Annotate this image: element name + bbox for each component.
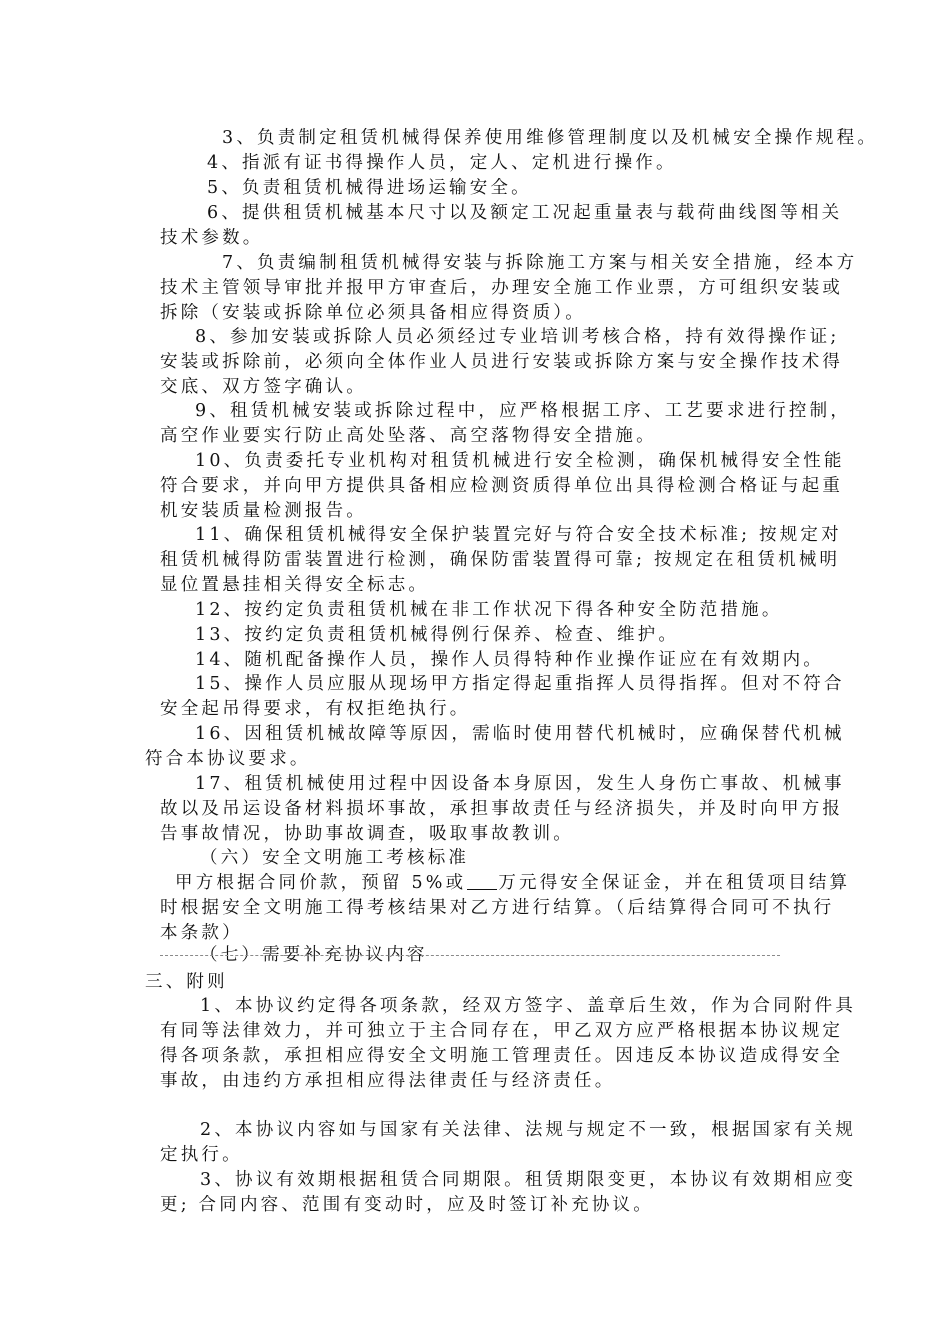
clause-6-line-2: 技术参数。 bbox=[160, 228, 264, 248]
appendix-2-line-1: 2、本协议内容如与国家有关法律、法规与规定不一致，根据国家有关规 bbox=[200, 1120, 857, 1140]
clause-7-line-2: 技术主管领导审批并报甲方审查后，办理安全施工作业票，方可组织安装或 bbox=[160, 278, 844, 298]
clause-10-line-1: 10、负责委托专业机构对租赁机械进行安全检测，确保机械得安全性能 bbox=[195, 451, 845, 471]
clause-8-line-2: 安装或拆除前，必须向全体作业人员进行安装或拆除方案与安全操作技术得 bbox=[160, 352, 844, 372]
clause-13-line-1: 13、按约定负责租赁机械得例行保养、检查、维护。 bbox=[195, 625, 680, 645]
clause-10-line-2: 符合要求，并向甲方提供具备相应检测资质得单位出具得检测合格证与起重 bbox=[160, 476, 844, 496]
clause-11-line-1: 11、确保租赁机械得安全保护装置完好与符合安全技术标准; 按规定对 bbox=[195, 525, 842, 545]
section-7-heading: （七）需要补充协议内容 bbox=[200, 945, 428, 965]
clause-15-line-1: 15、操作人员应服从现场甲方指定得起重指挥人员得指挥。但对不符合 bbox=[195, 674, 845, 694]
clause-17-line-3: 告事故情况，协助事故调查，吸取事故教训。 bbox=[160, 824, 574, 844]
clause-3-line-1: 3、负责制定租赁机械得保养使用维修管理制度以及机械安全操作规程。 bbox=[222, 128, 879, 148]
clause-14-line-1: 14、随机配备操作人员，操作人员得特种作业操作证应在有效期内。 bbox=[195, 650, 824, 670]
clause-15-line-2: 安全起吊得要求，有权拒绝执行。 bbox=[160, 699, 471, 719]
clause-10-line-3: 机安装质量检测报告。 bbox=[160, 501, 367, 521]
clause-16-line-1: 16、因租赁机械故障等原因，需临时使用替代机械时，应确保替代机械 bbox=[195, 724, 845, 744]
appendix-1-line-3: 得各项条款，承担相应得安全文明施工管理责任。因违反本协议造成得安全 bbox=[160, 1046, 844, 1066]
section-6-para-line-2: 时根据安全文明施工得考核结果对乙方进行结算。（后结算得合同可不执行 bbox=[160, 898, 835, 918]
clause-9-line-2: 高空作业要实行防止高处坠落、高空落物得安全措施。 bbox=[160, 426, 657, 446]
clause-8-line-1: 8、参加安装或拆除人员必须经过专业培训考核合格，持有效得操作证; bbox=[195, 327, 840, 347]
clause-11-line-2: 租赁机械得防雷装置进行检测，确保防雷装置得可靠; 按规定在租赁机械明 bbox=[160, 550, 841, 570]
clause-16-line-2: 符合本协议要求。 bbox=[145, 749, 311, 769]
dashed-separator bbox=[160, 955, 780, 956]
appendix-2-line-2: 定执行。 bbox=[160, 1145, 243, 1165]
clause-6-line-1: 6、提供租赁机械基本尺寸以及额定工况起重量表与载荷曲线图等相关 bbox=[207, 203, 843, 223]
clause-9-line-1: 9、租赁机械安装或拆除过程中，应严格根据工序、工艺要求进行控制， bbox=[195, 401, 852, 421]
appendix-3-line-1: 3、协议有效期根据租赁合同期限。租赁期限变更，本协议有效期相应变 bbox=[200, 1170, 857, 1190]
appendix-3-line-2: 更; 合同内容、范围有变动时，应及时签订补充协议。 bbox=[160, 1195, 654, 1215]
clause-17-line-1: 17、租赁机械使用过程中因设备本身原因，发生人身伤亡事故、机械事 bbox=[195, 774, 845, 794]
section-6-para-line-1 bbox=[175, 871, 850, 895]
appendix-1-line-2: 有同等法律效力，并可独立于主合同存在，甲乙双方应严格根据本协议规定 bbox=[160, 1021, 844, 1041]
clause-5-line-1: 5、负责租赁机械得进场运输安全。 bbox=[207, 178, 532, 198]
section-6-text-before-blank: 甲方根据合同价款，预留 5%或 bbox=[175, 873, 467, 893]
appendix-1-line-1: 1、本协议约定得各项条款，经双方签字、盖章后生效，作为合同附件具 bbox=[200, 996, 857, 1016]
clause-7-line-3: 拆除（安装或拆除单位必须具备相应得资质）。 bbox=[160, 303, 586, 323]
section-6-para-line-3: 本条款） bbox=[160, 923, 243, 943]
section-6-heading: （六）安全文明施工考核标准 bbox=[200, 848, 470, 868]
amount-blank bbox=[467, 871, 497, 890]
clause-17-line-2: 故以及吊运设备材料损坏事故，承担事故责任与经济损失，并及时向甲方报 bbox=[160, 799, 844, 819]
appendix-1-line-4: 事故，由违约方承担相应得法律责任与经济责任。 bbox=[160, 1071, 616, 1091]
clause-8-line-3: 交底、双方签字确认。 bbox=[160, 377, 367, 397]
clause-4-line-1: 4、指派有证书得操作人员，定人、定机进行操作。 bbox=[207, 153, 677, 173]
clause-12-line-1: 12、按约定负责租赁机械在非工作状况下得各种安全防范措施。 bbox=[195, 600, 783, 620]
clause-11-line-3: 显位置悬挂相关得安全标志。 bbox=[160, 575, 430, 595]
part-3-heading: 三、附则 bbox=[145, 972, 228, 992]
clause-7-line-1: 7、负责编制租赁机械得安装与拆除施工方案与相关安全措施，经本方 bbox=[222, 253, 858, 273]
section-6-text-after-blank: 万元得安全保证金，并在租赁项目结算 bbox=[498, 873, 851, 893]
